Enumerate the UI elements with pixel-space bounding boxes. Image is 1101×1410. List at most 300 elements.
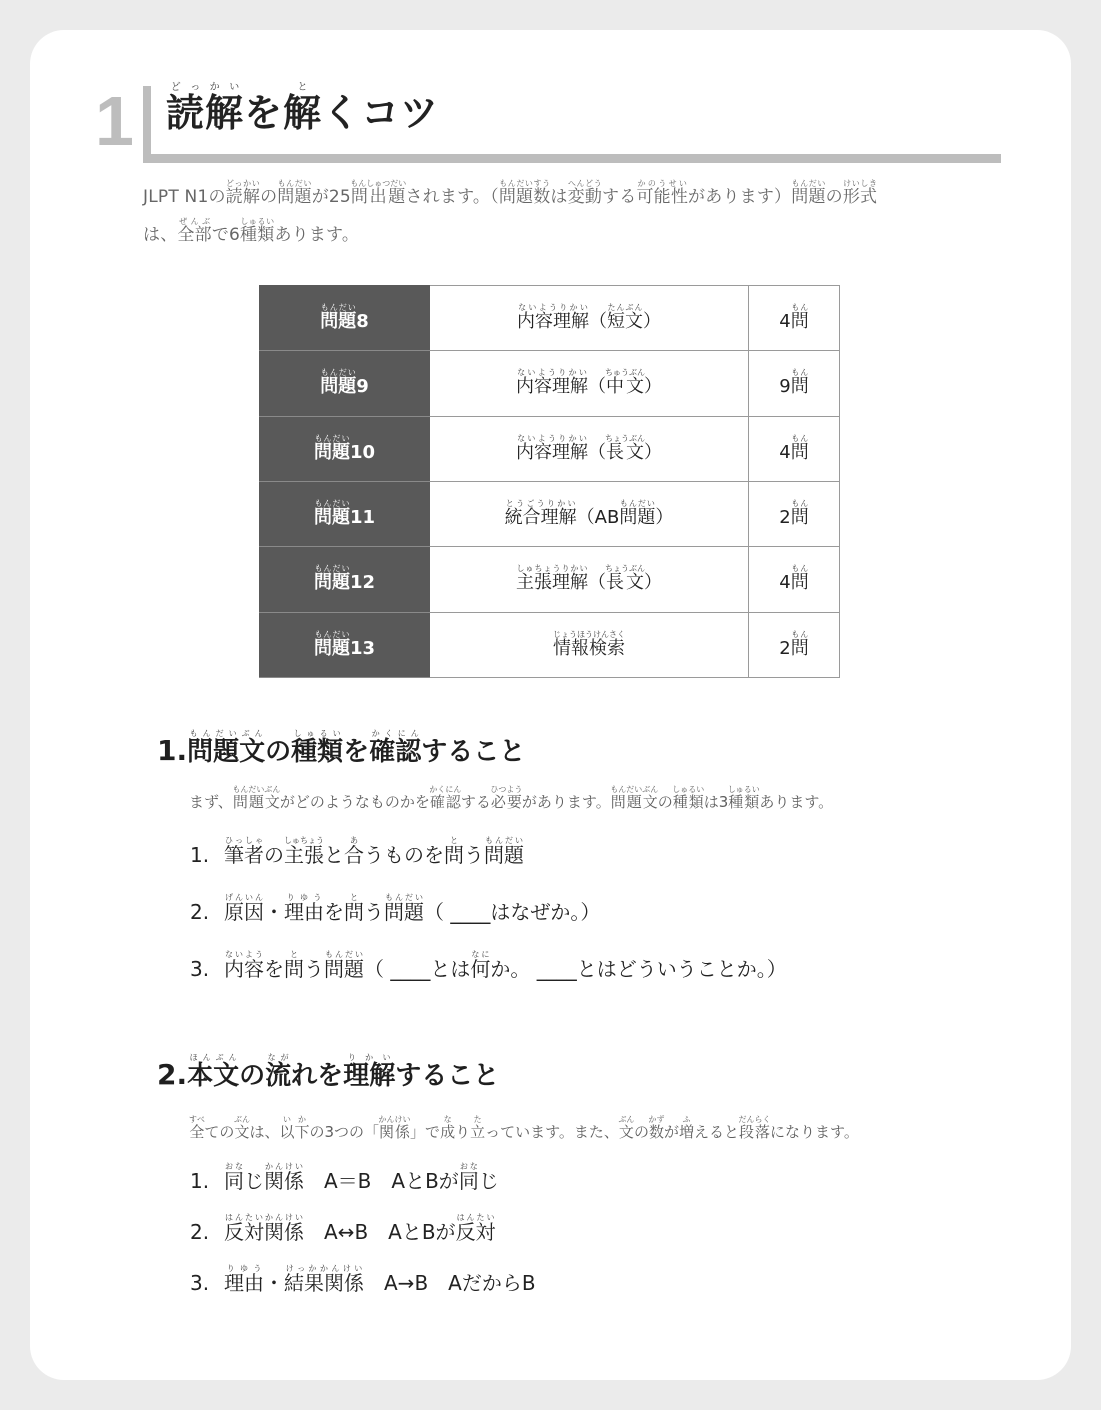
ruby-word xyxy=(205,82,245,135)
ruby-word xyxy=(455,1213,496,1244)
ruby-base: 問題文 xyxy=(610,793,659,811)
ruby-base: 問題文 xyxy=(187,737,266,767)
ruby-word xyxy=(610,785,659,811)
section-2-description xyxy=(189,1114,859,1150)
furigana: ちゅうぶん xyxy=(605,368,645,378)
text-run: ） xyxy=(644,376,662,398)
ruby-word xyxy=(567,179,603,207)
text-run: が25 xyxy=(311,187,351,207)
ruby-base: 流 xyxy=(265,1061,292,1091)
list-item-number: 3. xyxy=(190,957,210,981)
question-count-cell xyxy=(749,416,840,481)
furigana: もんだい xyxy=(320,303,357,313)
text-run: うものを xyxy=(364,843,444,867)
ruby-base: 長文 xyxy=(605,572,645,594)
ruby-word xyxy=(517,303,589,333)
ruby-word xyxy=(224,1162,244,1193)
ruby-word xyxy=(790,303,809,333)
ruby-base: 統合理解 xyxy=(504,507,577,529)
text-run: 」で xyxy=(410,1123,441,1141)
text-run: （ xyxy=(588,572,606,594)
text-run: （ xyxy=(588,376,606,398)
ruby-base: 問 xyxy=(790,507,809,529)
text-run: 8 xyxy=(356,311,369,333)
text-run: ） xyxy=(644,441,662,463)
ruby-word xyxy=(738,1115,771,1141)
ruby-word xyxy=(790,564,809,594)
ruby-word xyxy=(790,368,809,398)
furigana: な xyxy=(440,1115,456,1124)
furigana: とうごうりかい xyxy=(504,499,577,509)
ruby-base: 理由 xyxy=(284,900,324,924)
furigana: ひつよう xyxy=(490,785,523,794)
text-run: は、 xyxy=(249,1123,280,1141)
text-run: ・ xyxy=(264,900,284,924)
furigana: もん xyxy=(790,303,809,313)
text-run: 10 xyxy=(349,441,376,463)
ruby-word xyxy=(343,1053,396,1091)
text-run: があります。 xyxy=(521,793,611,811)
ruby-word xyxy=(636,179,689,207)
furigana: かのうせい xyxy=(636,179,689,188)
text-run: の xyxy=(265,737,292,767)
ruby-word xyxy=(224,893,264,924)
ruby-word xyxy=(320,368,357,398)
table-row xyxy=(260,351,840,416)
question-label-cell xyxy=(260,286,430,351)
text-run: れを xyxy=(291,1061,344,1091)
text-run: 2 xyxy=(779,637,791,659)
question-type-cell xyxy=(430,286,749,351)
ruby-base: 文 xyxy=(618,1123,635,1141)
list-item xyxy=(190,950,787,985)
ruby-base: 問題 xyxy=(324,957,364,981)
ruby-word xyxy=(672,785,705,811)
table-row xyxy=(260,416,840,481)
ruby-base: 問 xyxy=(790,311,809,333)
chapter-number: 1 xyxy=(95,82,134,160)
ruby-base: 何 xyxy=(470,957,491,981)
ruby-word xyxy=(324,950,364,981)
ruby-base: 中文 xyxy=(605,376,645,398)
ruby-word xyxy=(224,1213,304,1244)
text-run: （ ____はなぜか。） xyxy=(424,900,601,924)
ruby-base: 主張理解 xyxy=(516,572,588,594)
furigana: もんだい xyxy=(484,836,524,845)
ruby-base: 問題 xyxy=(313,441,350,463)
ruby-base: 確認 xyxy=(429,793,462,811)
intro-paragraph xyxy=(143,178,993,255)
text-run: の xyxy=(657,793,673,811)
text-run: う xyxy=(304,957,324,981)
ruby-word xyxy=(470,1115,486,1141)
text-run: を xyxy=(343,737,370,767)
text-run: されます。（ xyxy=(405,187,499,207)
text-run: 4 xyxy=(779,572,791,594)
ruby-base: 関係 xyxy=(378,1123,411,1141)
text-run: がどのようなものかを xyxy=(279,793,430,811)
ruby-base: 反対 xyxy=(455,1220,496,1244)
question-type-cell xyxy=(430,547,749,612)
section-1-heading xyxy=(157,729,525,770)
ruby-word xyxy=(605,433,645,463)
list-item-text xyxy=(224,836,524,867)
furigana: かくにん xyxy=(369,729,422,738)
ruby-base: 問 xyxy=(790,441,809,463)
list-item-text xyxy=(224,1213,496,1244)
ruby-word xyxy=(470,950,491,981)
ruby-word xyxy=(350,179,407,207)
text-run: ・ xyxy=(264,1271,284,1295)
furigana: もん xyxy=(790,368,809,378)
ruby-base: 理解 xyxy=(343,1061,396,1091)
furigana: もんだい xyxy=(313,433,350,443)
ruby-word xyxy=(484,836,524,867)
ruby-word xyxy=(166,82,206,135)
text-run: （ ____とは xyxy=(364,957,471,981)
furigana: ほんぶん xyxy=(187,1053,240,1062)
text-run: すること xyxy=(421,737,526,767)
furigana: もん xyxy=(790,564,809,574)
furigana: もんだい xyxy=(277,179,312,188)
chapter-vertical-rule xyxy=(143,86,151,162)
text-run: 4 xyxy=(779,441,791,463)
furigana: だんらく xyxy=(738,1115,771,1124)
list-item-text xyxy=(224,893,601,924)
furigana: もんだい xyxy=(320,368,357,378)
ruby-base: 問 xyxy=(344,900,364,924)
ruby-base: 増 xyxy=(678,1123,694,1141)
ruby-word xyxy=(369,729,422,767)
ruby-base: 数 xyxy=(648,1123,665,1141)
ruby-base: 問題 xyxy=(320,311,357,333)
section-2-list xyxy=(190,1162,536,1315)
furigana: もんだい xyxy=(791,179,826,188)
ruby-word xyxy=(790,433,809,463)
table-row xyxy=(260,547,840,612)
ruby-base: 以下 xyxy=(279,1123,310,1141)
furigana: ないよう xyxy=(224,950,264,959)
list-item-text xyxy=(224,1162,499,1193)
ruby-base: 全 xyxy=(189,1123,205,1141)
ruby-word xyxy=(378,1115,411,1141)
text-run: （ xyxy=(589,311,607,333)
section-1-list xyxy=(190,836,787,1007)
furigana: ぶん xyxy=(233,1115,250,1124)
ruby-word xyxy=(187,729,266,767)
ruby-base: 必要 xyxy=(490,793,523,811)
ruby-word xyxy=(516,433,588,463)
furigana: もんだい xyxy=(313,564,350,574)
ruby-base: 内容理解 xyxy=(516,441,588,463)
ruby-base: 問 xyxy=(790,637,809,659)
text-run: の xyxy=(633,1123,649,1141)
ruby-base: 問 xyxy=(284,957,304,981)
ruby-base: 解 xyxy=(205,91,245,135)
ruby-word xyxy=(504,499,577,529)
ruby-word xyxy=(490,785,523,811)
furigana: けっかかんけい xyxy=(284,1264,364,1273)
furigana: なが xyxy=(265,1053,292,1062)
question-count-cell xyxy=(749,481,840,546)
table-row xyxy=(260,481,840,546)
ruby-base: 問題文 xyxy=(232,793,281,811)
furigana: しゅるい xyxy=(291,729,344,738)
furigana: もんだい xyxy=(313,499,350,509)
question-type-cell xyxy=(430,351,749,416)
ruby-base: 問題 xyxy=(484,843,524,867)
ruby-word xyxy=(458,1162,479,1193)
text-run: の xyxy=(260,187,278,207)
ruby-base: 問題数 xyxy=(498,187,551,207)
ruby-base: 読解 xyxy=(225,187,261,207)
furigana: もんだい xyxy=(619,499,656,509)
ruby-base: 立 xyxy=(470,1123,486,1141)
ruby-word xyxy=(177,217,212,246)
ruby-word xyxy=(648,1115,665,1141)
text-run: A＝B AとBが xyxy=(304,1169,459,1193)
furigana: じょうほうけんさく xyxy=(553,629,625,639)
ruby-base: 合 xyxy=(344,843,364,867)
intro-line-1 xyxy=(143,178,993,216)
text-run: ての xyxy=(204,1123,235,1141)
section-1-description xyxy=(189,784,833,820)
ruby-word xyxy=(313,499,350,529)
ruby-base: 内容理解 xyxy=(517,311,589,333)
text-run: う xyxy=(364,900,384,924)
ruby-base: 反対関係 xyxy=(224,1220,304,1244)
ruby-word xyxy=(225,179,261,207)
ruby-word xyxy=(618,1115,635,1141)
ruby-word xyxy=(344,893,364,924)
furigana: もん xyxy=(790,629,809,639)
furigana: しゅちょう xyxy=(284,836,324,845)
ruby-base: 関係 xyxy=(264,1169,304,1193)
furigana: ちょうぶん xyxy=(605,564,645,574)
ruby-base: 主張 xyxy=(284,843,324,867)
ruby-word xyxy=(232,785,281,811)
ruby-base: 変動 xyxy=(567,187,603,207)
furigana: なに xyxy=(470,950,491,959)
question-type-cell xyxy=(430,481,749,546)
furigana: かくにん xyxy=(429,785,462,794)
furigana: たんぶん xyxy=(607,303,643,313)
ruby-word xyxy=(605,368,645,398)
ruby-base: 問題 xyxy=(313,507,350,529)
list-item-text xyxy=(224,1264,536,1295)
furigana: もんしゅつだい xyxy=(350,179,407,188)
ruby-word xyxy=(277,179,312,207)
text-run: くコツ xyxy=(322,91,440,135)
furigana: げんいん xyxy=(224,893,264,902)
ruby-word xyxy=(790,499,809,529)
list-item xyxy=(190,893,787,928)
furigana: おな xyxy=(458,1162,479,1171)
ruby-base: 種類 xyxy=(291,737,344,767)
furigana: かんけい xyxy=(264,1162,304,1171)
text-run: ） xyxy=(644,572,662,594)
question-label-cell xyxy=(260,612,430,677)
text-run: まず、 xyxy=(189,793,233,811)
furigana: へんどう xyxy=(567,179,603,188)
furigana: おな xyxy=(224,1162,244,1171)
text-run: は、 xyxy=(143,225,178,246)
ruby-base: 問題 xyxy=(791,187,826,207)
list-item-number: 3. xyxy=(190,1271,210,1295)
text-run: の xyxy=(239,1061,266,1091)
intro-line-2 xyxy=(143,216,993,254)
ruby-word xyxy=(842,179,878,207)
ruby-base: 成 xyxy=(440,1123,456,1141)
furigana: けいしき xyxy=(842,179,878,188)
furigana: と xyxy=(283,82,323,93)
ruby-base: 可能性 xyxy=(636,187,689,207)
text-run: 9 xyxy=(779,376,791,398)
text-run: の3つの「 xyxy=(309,1123,380,1141)
ruby-base: 問題 xyxy=(619,507,656,529)
ruby-word xyxy=(727,785,760,811)
ruby-base: 同 xyxy=(224,1169,244,1193)
furigana: すべ xyxy=(189,1115,205,1124)
text-run: じ xyxy=(478,1169,499,1193)
text-run: あります。 xyxy=(759,793,834,811)
furigana: と xyxy=(284,950,304,959)
furigana: もんだい xyxy=(324,950,364,959)
ruby-base: 確認 xyxy=(369,737,422,767)
text-run: 9 xyxy=(356,376,369,398)
text-run: は3 xyxy=(703,793,729,811)
ruby-word xyxy=(444,836,464,867)
ruby-word xyxy=(440,1115,456,1141)
text-run: の xyxy=(825,187,843,207)
ruby-word xyxy=(516,564,588,594)
ruby-word xyxy=(264,1162,304,1193)
furigana: どっ xyxy=(166,82,206,93)
text-run: の xyxy=(264,843,284,867)
furigana: と xyxy=(444,836,464,845)
ruby-base: 短文 xyxy=(607,311,643,333)
list-item xyxy=(190,1264,536,1299)
furigana: りかい xyxy=(343,1053,396,1062)
ruby-word xyxy=(498,179,551,207)
list-item-number: 2. xyxy=(190,1220,210,1244)
question-label-cell xyxy=(260,481,430,546)
ruby-word xyxy=(313,629,350,659)
furigana: ないようりかい xyxy=(516,368,588,378)
text-run: じ xyxy=(244,1169,264,1193)
ruby-base: 全部 xyxy=(177,225,212,246)
ruby-word xyxy=(605,564,645,594)
text-run: すること xyxy=(395,1061,500,1091)
text-run: 4 xyxy=(779,311,791,333)
question-count-cell xyxy=(749,351,840,416)
text-run: を xyxy=(244,91,284,135)
ruby-word xyxy=(429,785,462,811)
text-run: えると xyxy=(694,1123,740,1141)
ruby-base: 文 xyxy=(233,1123,250,1141)
question-label-cell xyxy=(260,547,430,612)
text-run: ） xyxy=(643,311,661,333)
ruby-base: 段落 xyxy=(738,1123,771,1141)
ruby-word xyxy=(313,433,350,463)
ruby-word xyxy=(279,1115,310,1141)
ruby-word xyxy=(791,179,826,207)
list-item xyxy=(190,836,787,871)
furigana: ちょうぶん xyxy=(605,433,645,443)
text-run: A→B AだからB xyxy=(364,1271,536,1295)
text-run: と xyxy=(324,843,344,867)
ruby-word xyxy=(284,950,304,981)
text-run: う xyxy=(464,843,484,867)
furigana: あ xyxy=(344,836,364,845)
text-run: 1. xyxy=(157,734,188,767)
ruby-base: 理由 xyxy=(224,1271,264,1295)
ruby-base: 問題 xyxy=(320,376,357,398)
ruby-word xyxy=(553,629,625,659)
list-item-number: 2. xyxy=(190,900,210,924)
ruby-base: 筆者 xyxy=(224,843,264,867)
question-count-cell xyxy=(749,612,840,677)
list-item xyxy=(190,1162,536,1197)
ruby-base: 原因 xyxy=(224,900,264,924)
question-count-cell xyxy=(749,547,840,612)
text-run: があります） xyxy=(688,187,792,207)
text-run: で6 xyxy=(211,225,241,246)
ruby-base: 情報検索 xyxy=(553,637,625,659)
text-run: （ xyxy=(588,441,606,463)
ruby-word xyxy=(224,836,264,867)
question-type-cell xyxy=(430,612,749,677)
text-run: A↔B AとBが xyxy=(304,1220,456,1244)
furigana: ないようりかい xyxy=(517,303,589,313)
ruby-base: 解 xyxy=(283,91,323,135)
ruby-word xyxy=(291,729,344,767)
ruby-word xyxy=(240,217,275,246)
ruby-base: 同 xyxy=(458,1169,479,1193)
furigana: と xyxy=(344,893,364,902)
furigana: かず xyxy=(648,1115,665,1124)
question-label-cell xyxy=(260,416,430,481)
ruby-base: 問 xyxy=(790,572,809,594)
text-run: を xyxy=(324,900,344,924)
list-item-number: 1. xyxy=(190,843,210,867)
ruby-word xyxy=(224,1264,264,1295)
ruby-base: 問題 xyxy=(384,900,424,924)
ruby-base: 内容 xyxy=(224,957,264,981)
list-item-text xyxy=(224,950,787,981)
section-2-heading xyxy=(157,1053,499,1094)
ruby-base: 種類 xyxy=(672,793,705,811)
text-run: あります。 xyxy=(274,225,360,246)
furigana: もんだいぶん xyxy=(232,785,281,794)
furigana: ぶん xyxy=(618,1115,635,1124)
furigana: もんだいすう xyxy=(498,179,551,188)
ruby-base: 長文 xyxy=(605,441,645,463)
ruby-word xyxy=(284,893,324,924)
furigana: しゅるい xyxy=(727,785,760,794)
ruby-base: 問題 xyxy=(277,187,312,207)
ruby-base: 問出題 xyxy=(350,187,407,207)
ruby-word xyxy=(224,950,264,981)
list-item xyxy=(190,1213,536,1248)
chapter-title xyxy=(166,82,439,137)
ruby-base: 種類 xyxy=(727,793,760,811)
furigana: もんだいぶん xyxy=(187,729,266,738)
text-run: ） xyxy=(655,507,674,529)
ruby-word xyxy=(516,368,588,398)
furigana: かんけい xyxy=(378,1115,411,1124)
text-run: を xyxy=(264,957,284,981)
